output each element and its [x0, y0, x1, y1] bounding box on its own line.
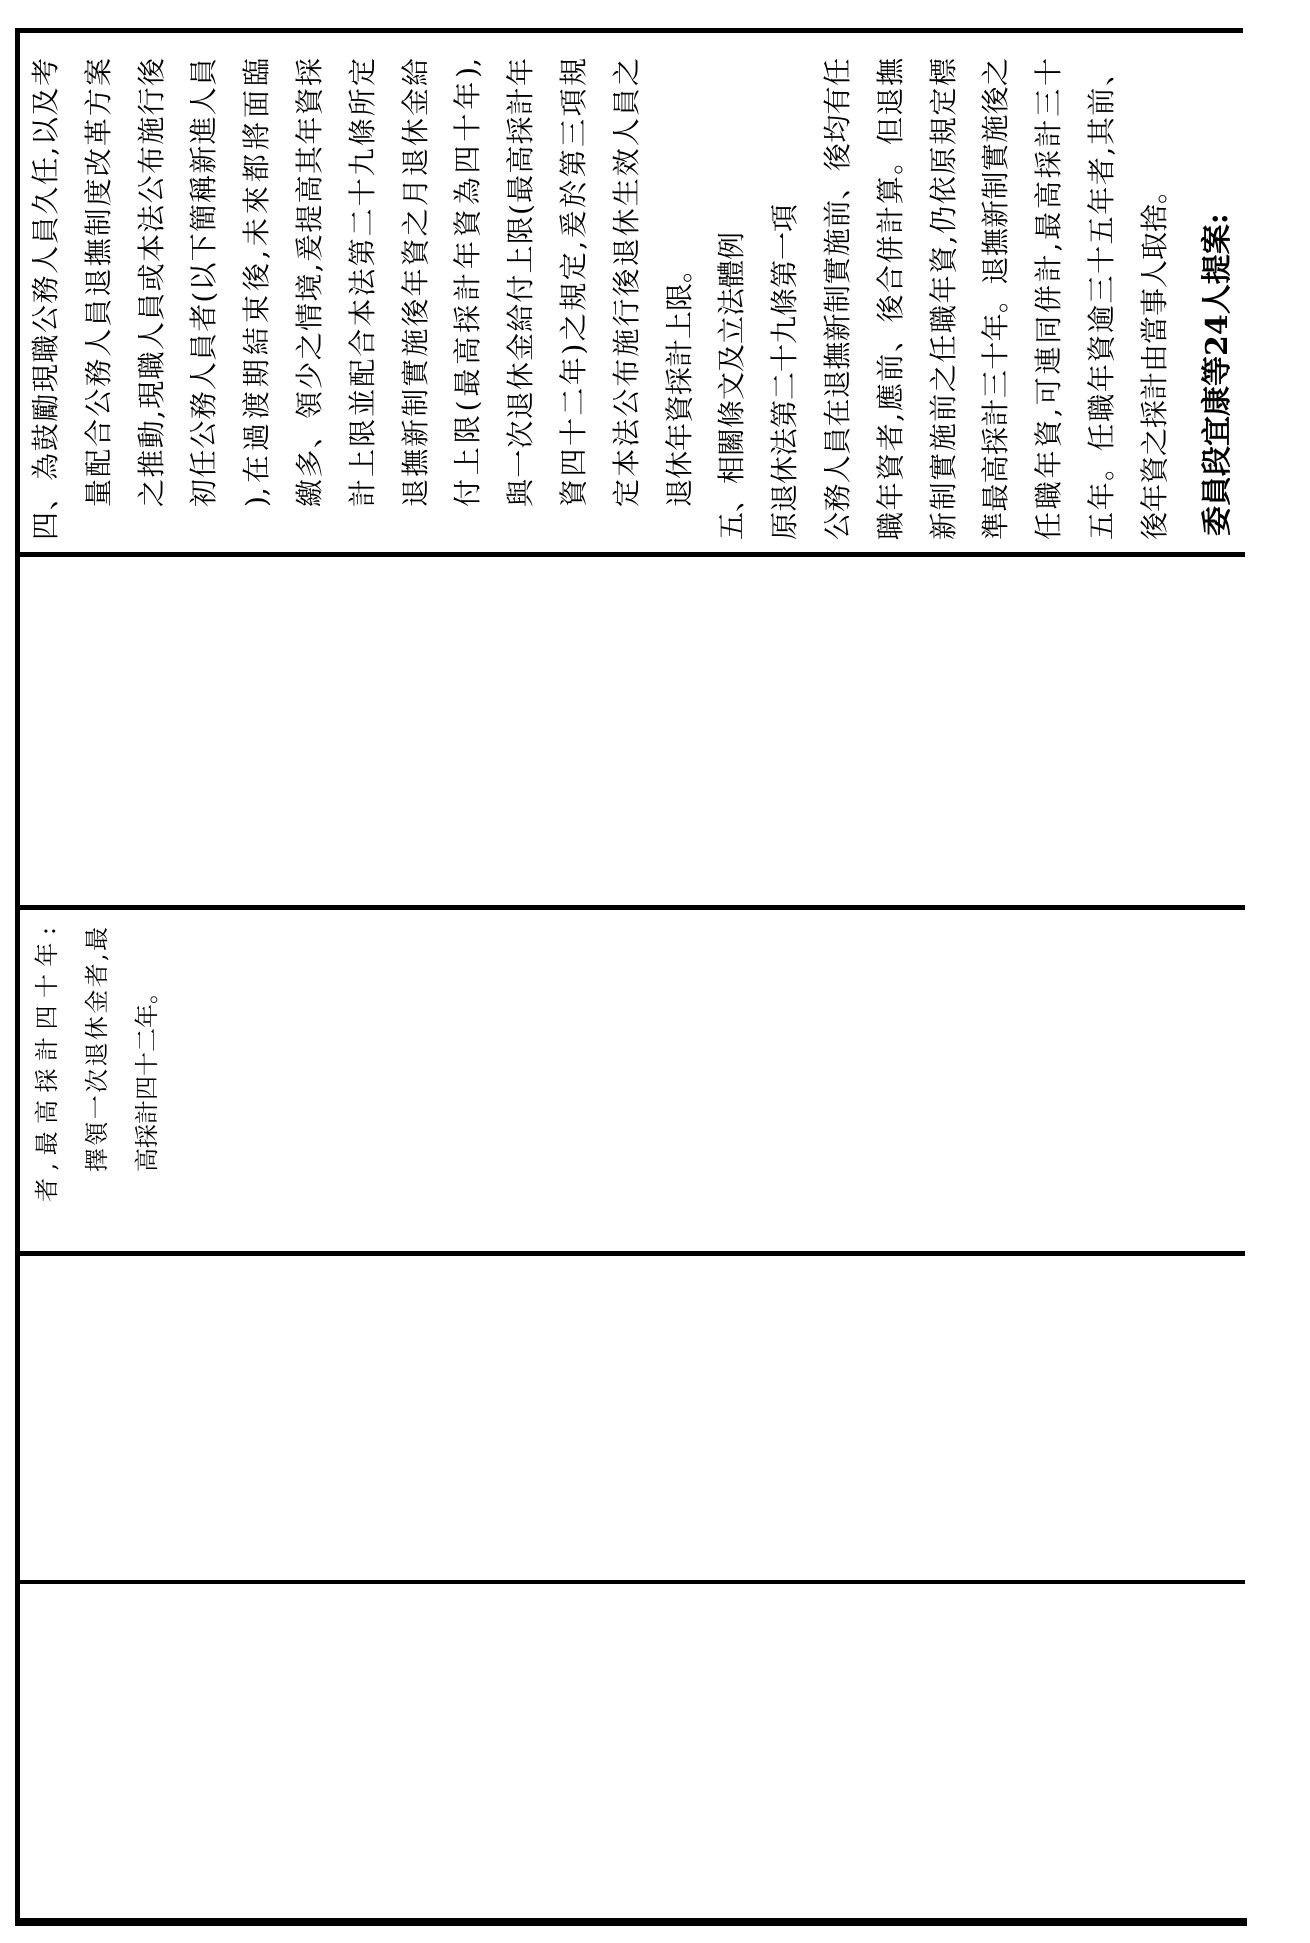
text-line: 量配合公務人員退撫制度改革方案 [81, 58, 115, 507]
text-line: 準最高採計三十年。退撫新制實施後之 [979, 58, 1013, 540]
text-line: 後年資之採計由當事人取捨。 [1137, 175, 1171, 540]
text-line: 資四十二年)之規定,爰於第三項規 [556, 58, 590, 507]
text-line: 新制實施前之任職年資,仍依原規定標 [926, 58, 960, 540]
text-line: 之推動,現職人員或本法公布施行後 [134, 58, 168, 507]
text-line: 五年。任職年資逾三十五年者,其前、 [1084, 58, 1118, 540]
text-line: 定本法公布施行後退休生效人員之 [609, 58, 643, 507]
table-column-divider-1 [15, 552, 1245, 557]
text-line: 任職年資,可連同併計,最高採計三十 [1032, 58, 1066, 540]
text-line: 擇領一次退休金者,最 [83, 927, 111, 1172]
text-line: 五、相關條文及立法體例 [715, 231, 749, 540]
text-line: 退休年資採計上限。 [662, 254, 696, 507]
text-line: 初任公務人員者(以下簡稱新進人員 [187, 58, 221, 507]
table-column-divider-3 [15, 1251, 1245, 1256]
text-line: 計上限並配合本法第二十九條所定 [345, 58, 379, 507]
text-line: 原退休法第二十九條第一項 [768, 203, 802, 540]
proposal-header: 委員段宜康等24人提案: [1200, 213, 1235, 536]
text-line: 與一次退休金給付上限(最高採計年 [504, 58, 538, 507]
text-line: 繳多、領少之情境,爰提高其年資採 [292, 58, 326, 507]
amendment-column-text [22, 927, 172, 1251]
text-line: 公務人員在退撫新制實施前、後均有任 [820, 58, 854, 540]
frame-border-left [15, 1918, 1247, 1926]
explanation-column-text [20, 58, 1182, 540]
text-line: 高採計四十二年。 [133, 980, 161, 1172]
text-line: 退撫新制實施後年資之月退休金給 [398, 58, 432, 507]
text-line: ),在過渡期結束後,未來都將面臨 [240, 58, 274, 507]
table-column-divider-4 [15, 1580, 1245, 1584]
text-line: 四、為鼓勵現職公務人員久任,以及考 [29, 58, 62, 540]
table-column-divider-2 [15, 905, 1245, 910]
text-line: 者,最高採計四十年: [33, 927, 61, 1202]
text-line: 付上限(最高採計年資為四十年), [451, 58, 485, 507]
text-line: 職年資者,應前、後合併計算。但退撫 [873, 58, 907, 540]
frame-border-right [15, 28, 1243, 33]
